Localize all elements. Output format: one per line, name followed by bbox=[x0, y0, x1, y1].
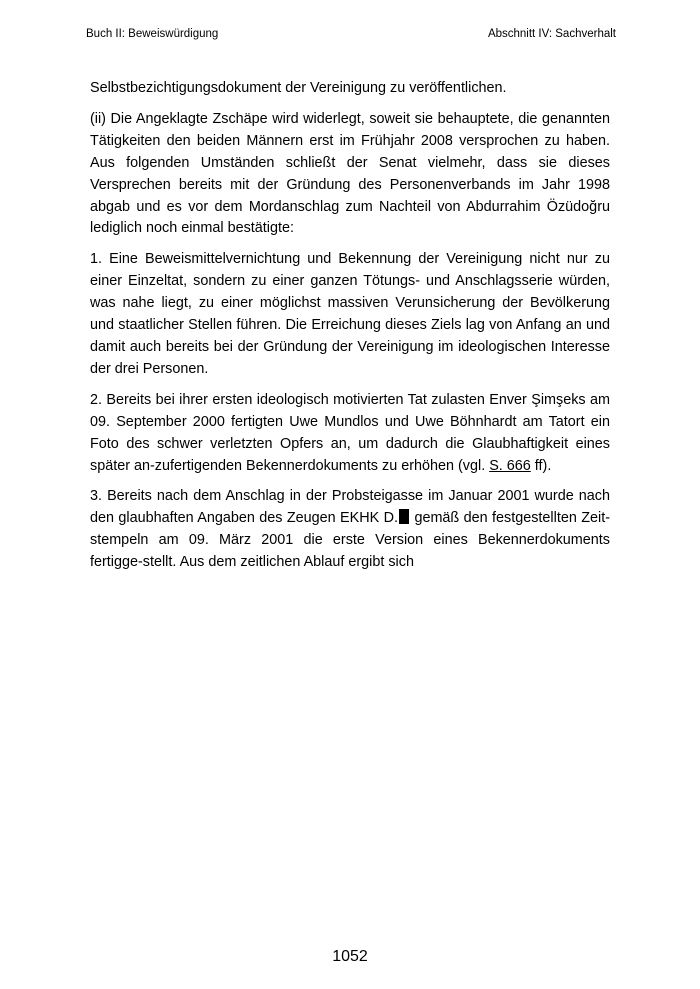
page-number: 1052 bbox=[332, 948, 368, 965]
header-section-title: Abschnitt IV: Sachverhalt bbox=[487, 28, 616, 40]
paragraph-point-2-text: 2. Bereits bei ihrer ersten ideologisch motivierten Tat zulasten Enver Şimşeks am 09. September 2000 fertigten Uwe Mundlos und Uwe Böhnhardt am Tatort ein Foto des schwer verletzten Opfers an, um dadurch die Glaubhaftigkeit eines später an-zufertigenden Bekennerdokuments zu erhöhen (vgl. bbox=[90, 391, 610, 474]
body-text bbox=[90, 78, 610, 583]
header-book-title: Buch II: Beweiswürdigung bbox=[86, 28, 219, 40]
paragraph-ii: (ii) Die Angeklagte Zschäpe wird widerlegt, soweit sie behauptete, die genannten Tätigkeiten den beiden Männern erst im Frühjahr 2008 versprochen zu haben. Aus folgenden Umständen schließt der Senat vielmehr, dass sie dieses Versprechen bereits mit der Gründung des Personenverbands im Jahr 1998 abgab und es vor dem Mordanschlag zum Nachteil von Abdurrahim Özüdoğru lediglich noch einmal bestätigte: bbox=[90, 110, 610, 237]
paragraph-point-3-text: 3. Bereits nach dem Anschlag in der Probsteigasse im Januar 2001 wurde nach den glaubhaften Angaben des Zeugen EKHK D. bbox=[90, 488, 610, 527]
paragraph-continuation: Selbstbezichtigungsdokument der Vereinigung zu veröffentlichen. bbox=[90, 80, 507, 96]
page-reference-link[interactable]: S. 666 bbox=[489, 457, 531, 474]
paragraph-point-2-tail: ff). bbox=[534, 457, 552, 474]
paragraph-point-1: 1. Eine Beweismittelvernichtung und Bekennung der Vereinigung nicht nur zu einer Einzeltat, sondern zu einer ganzen Tötungs- und Anschlagsserie würden, was nahe liegt, zu einer möglichst massiven Verunsicherung der Bevölkerung und staatlicher Stellen führen. Die Erreichung dieses Ziels lag von Anfang an und damit auch bereits bei der Gründung der Vereinigung im ideologischen Interesse der drei Personen. bbox=[90, 251, 610, 377]
redaction-block bbox=[399, 509, 409, 524]
paragraph-point-2 bbox=[90, 390, 610, 478]
paragraph-point-3-tail: gemäß den festgestellten Zeit-stempeln am 09. März 2001 die erste Version eines Bekennerdokuments fertigge-stellt. Aus dem zeitlichen Ablauf ergibt sich bbox=[90, 510, 611, 571]
paragraph-point-3 bbox=[90, 486, 610, 574]
